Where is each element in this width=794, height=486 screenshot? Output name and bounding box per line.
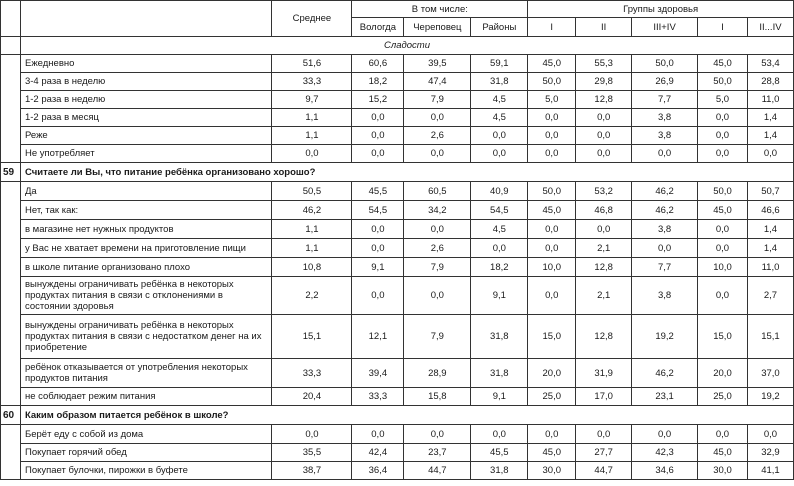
row-label: 1-2 раза в месяц [20, 109, 272, 127]
header-group-1: I [528, 18, 576, 37]
row-value: 45,5 [471, 444, 528, 462]
question-num-span-cell [1, 425, 21, 480]
header-including: В том числе: [352, 1, 528, 18]
row-value: 44,7 [404, 462, 471, 480]
row-value: 44,7 [576, 462, 632, 480]
row-value: 20,4 [272, 388, 352, 406]
row-value: 28,9 [404, 359, 471, 388]
row-label: Покупает горячий обед [20, 444, 272, 462]
row-value: 0,0 [698, 239, 748, 258]
row-value: 20,0 [698, 359, 748, 388]
row-value: 55,3 [576, 55, 632, 73]
row-value: 0,0 [352, 277, 404, 315]
row-value: 18,2 [471, 258, 528, 277]
row-value: 0,0 [404, 425, 471, 444]
row-value: 17,0 [576, 388, 632, 406]
row-value: 0,0 [528, 239, 576, 258]
row-value: 20,0 [528, 359, 576, 388]
row-value: 34,6 [632, 462, 698, 480]
row-value: 0,0 [528, 109, 576, 127]
row-label: вынуждены ограничивать ребёнка в некоторых продуктах питания в связи с отклонениями в состоянии здоровья [20, 277, 272, 315]
row-value: 15,1 [747, 315, 793, 359]
row-value: 26,9 [632, 73, 698, 91]
row-value: 23,1 [632, 388, 698, 406]
row-value: 46,2 [632, 182, 698, 201]
row-value: 42,4 [352, 444, 404, 462]
table-row [1, 388, 794, 406]
subsection-num-cell [1, 37, 21, 55]
row-value: 3,8 [632, 220, 698, 239]
header-corner-label [20, 1, 272, 37]
question-row [1, 163, 794, 182]
row-value: 37,0 [747, 359, 793, 388]
row-value: 4,5 [471, 91, 528, 109]
header-health-groups: Группы здоровья [528, 1, 794, 18]
table-row [1, 201, 794, 220]
row-value: 7,9 [404, 315, 471, 359]
row-value: 50,0 [698, 73, 748, 91]
row-label: Не употребляет [20, 145, 272, 163]
row-value: 45,0 [528, 444, 576, 462]
row-value: 25,0 [528, 388, 576, 406]
row-value: 0,0 [404, 109, 471, 127]
row-value: 7,9 [404, 91, 471, 109]
row-value: 45,0 [528, 201, 576, 220]
row-value: 0,0 [471, 425, 528, 444]
row-value: 41,1 [747, 462, 793, 480]
row-value: 0,0 [272, 425, 352, 444]
row-value: 1,1 [272, 220, 352, 239]
row-value: 0,0 [352, 425, 404, 444]
row-value: 1,1 [272, 127, 352, 145]
row-value: 2,1 [576, 239, 632, 258]
row-value: 0,0 [632, 145, 698, 163]
row-value: 0,0 [576, 425, 632, 444]
row-value: 50,0 [528, 182, 576, 201]
row-value: 46,6 [747, 201, 793, 220]
row-value: 1,4 [747, 127, 793, 145]
row-value: 3,8 [632, 127, 698, 145]
row-value: 10,0 [528, 258, 576, 277]
row-value: 60,5 [404, 182, 471, 201]
row-value: 45,0 [698, 444, 748, 462]
row-value: 0,0 [352, 109, 404, 127]
row-value: 0,0 [528, 145, 576, 163]
row-value: 1,1 [272, 109, 352, 127]
row-value: 31,9 [576, 359, 632, 388]
question-number: 59 [1, 163, 21, 182]
row-value: 0,0 [576, 109, 632, 127]
table-row [1, 145, 794, 163]
header-city-cherepovets: Череповец [404, 18, 471, 37]
table-row [1, 109, 794, 127]
row-value: 46,2 [632, 359, 698, 388]
question-text: Каким образом питается ребёнок в школе? [20, 406, 793, 425]
row-value: 11,0 [747, 91, 793, 109]
question-row [1, 406, 794, 425]
row-value: 0,0 [352, 239, 404, 258]
row-value: 1,1 [272, 239, 352, 258]
row-value: 18,2 [352, 73, 404, 91]
row-label: в школе питание организовано плохо [20, 258, 272, 277]
row-value: 0,0 [404, 220, 471, 239]
question-num-span-cell [1, 182, 21, 406]
row-value: 3,8 [632, 109, 698, 127]
row-value: 1,4 [747, 109, 793, 127]
header-group-2-4: II...IV [747, 18, 793, 37]
row-value: 0,0 [352, 145, 404, 163]
row-value: 45,5 [352, 182, 404, 201]
row-value: 0,0 [747, 425, 793, 444]
table-row [1, 462, 794, 480]
row-value: 50,7 [747, 182, 793, 201]
row-value: 2,6 [404, 127, 471, 145]
row-value: 2,1 [576, 277, 632, 315]
row-value: 0,0 [698, 220, 748, 239]
row-label: 3-4 раза в неделю [20, 73, 272, 91]
row-value: 0,0 [528, 127, 576, 145]
row-value: 31,8 [471, 462, 528, 480]
row-value: 33,3 [352, 388, 404, 406]
row-value: 5,0 [698, 91, 748, 109]
row-label: Нет, так как: [20, 201, 272, 220]
row-value: 40,9 [471, 182, 528, 201]
row-value: 31,8 [471, 73, 528, 91]
row-value: 15,8 [404, 388, 471, 406]
row-value: 15,2 [352, 91, 404, 109]
row-value: 46,2 [272, 201, 352, 220]
row-value: 0,0 [632, 239, 698, 258]
row-value: 0,0 [471, 127, 528, 145]
row-value: 0,0 [528, 277, 576, 315]
row-label: Да [20, 182, 272, 201]
row-value: 12,1 [352, 315, 404, 359]
row-value: 0,0 [698, 109, 748, 127]
row-value: 0,0 [576, 220, 632, 239]
row-value: 36,4 [352, 462, 404, 480]
row-value: 5,0 [528, 91, 576, 109]
header-city-districts: Районы [471, 18, 528, 37]
row-value: 53,4 [747, 55, 793, 73]
row-value: 45,0 [528, 55, 576, 73]
row-value: 19,2 [747, 388, 793, 406]
row-value: 45,0 [698, 55, 748, 73]
row-value: 0,0 [632, 425, 698, 444]
row-value: 42,3 [632, 444, 698, 462]
header-group-1b: I [698, 18, 748, 37]
row-value: 0,0 [528, 220, 576, 239]
row-value: 32,9 [747, 444, 793, 462]
row-value: 30,0 [698, 462, 748, 480]
table-row [1, 91, 794, 109]
row-value: 45,0 [698, 201, 748, 220]
row-value: 0,0 [404, 145, 471, 163]
row-label: вынуждены ограничивать ребёнка в некоторых продуктах питания в связи с недостатком денег на их приобретение [20, 315, 272, 359]
row-value: 15,1 [272, 315, 352, 359]
table-row [1, 55, 794, 73]
row-value: 15,0 [528, 315, 576, 359]
table-row [1, 239, 794, 258]
table-row [1, 127, 794, 145]
table-row [1, 220, 794, 239]
row-value: 2,2 [272, 277, 352, 315]
row-value: 0,0 [528, 425, 576, 444]
row-value: 31,8 [471, 359, 528, 388]
row-value: 2,7 [747, 277, 793, 315]
row-label: ребёнок отказывается от употребления некоторых продуктов питания [20, 359, 272, 388]
row-value: 0,0 [471, 239, 528, 258]
row-value: 12,8 [576, 258, 632, 277]
table-row [1, 277, 794, 315]
row-label: 1-2 раза в неделю [20, 91, 272, 109]
question-text: Считаете ли Вы, что питание ребёнка организовано хорошо? [20, 163, 793, 182]
row-value: 12,8 [576, 91, 632, 109]
row-value: 54,5 [352, 201, 404, 220]
table-body [1, 1, 794, 480]
row-value: 3,8 [632, 277, 698, 315]
row-value: 12,8 [576, 315, 632, 359]
header-row-1 [1, 1, 794, 18]
row-value: 29,8 [576, 73, 632, 91]
table-row [1, 425, 794, 444]
row-value: 11,0 [747, 258, 793, 277]
row-value: 10,0 [698, 258, 748, 277]
row-value: 30,0 [528, 462, 576, 480]
row-value: 9,7 [272, 91, 352, 109]
row-value: 7,9 [404, 258, 471, 277]
table-row [1, 444, 794, 462]
row-value: 38,7 [272, 462, 352, 480]
table-row [1, 315, 794, 359]
row-value: 0,0 [352, 220, 404, 239]
row-value: 34,2 [404, 201, 471, 220]
table-row [1, 73, 794, 91]
row-value: 46,8 [576, 201, 632, 220]
header-group-3-4: III+IV [632, 18, 698, 37]
row-value: 4,5 [471, 220, 528, 239]
row-value: 25,0 [698, 388, 748, 406]
row-value: 0,0 [698, 277, 748, 315]
row-value: 54,5 [471, 201, 528, 220]
row-value: 46,2 [632, 201, 698, 220]
row-value: 39,5 [404, 55, 471, 73]
row-value: 0,0 [272, 145, 352, 163]
row-value: 0,0 [471, 145, 528, 163]
header-group-2: II [576, 18, 632, 37]
subsection-row [1, 37, 794, 55]
row-value: 60,6 [352, 55, 404, 73]
row-value: 35,5 [272, 444, 352, 462]
row-value: 0,0 [698, 145, 748, 163]
row-value: 51,6 [272, 55, 352, 73]
row-value: 2,6 [404, 239, 471, 258]
header-city-vologda: Вологда [352, 18, 404, 37]
row-label: Берёт еду с собой из дома [20, 425, 272, 444]
row-value: 50,0 [632, 55, 698, 73]
row-value: 15,0 [698, 315, 748, 359]
row-value: 10,8 [272, 258, 352, 277]
row-value: 28,8 [747, 73, 793, 91]
row-value: 39,4 [352, 359, 404, 388]
section-num-cell [1, 55, 21, 163]
row-value: 0,0 [576, 145, 632, 163]
row-value: 31,8 [471, 315, 528, 359]
row-value: 50,0 [528, 73, 576, 91]
row-label: Ежедневно [20, 55, 272, 73]
row-value: 1,4 [747, 239, 793, 258]
row-value: 7,7 [632, 91, 698, 109]
row-value: 9,1 [352, 258, 404, 277]
header-average: Среднее [272, 1, 352, 37]
row-value: 9,1 [471, 388, 528, 406]
table-row [1, 258, 794, 277]
row-value: 59,1 [471, 55, 528, 73]
row-label: Покупает булочки, пирожки в буфете [20, 462, 272, 480]
row-value: 0,0 [404, 277, 471, 315]
question-number: 60 [1, 406, 21, 425]
row-value: 27,7 [576, 444, 632, 462]
row-value: 23,7 [404, 444, 471, 462]
row-value: 50,0 [698, 182, 748, 201]
row-label: не соблюдает режим питания [20, 388, 272, 406]
table-row [1, 182, 794, 201]
header-corner-num [1, 1, 21, 37]
row-value: 47,4 [404, 73, 471, 91]
row-label: в магазине нет нужных продуктов [20, 220, 272, 239]
row-value: 50,5 [272, 182, 352, 201]
row-value: 33,3 [272, 73, 352, 91]
row-value: 53,2 [576, 182, 632, 201]
row-value: 1,4 [747, 220, 793, 239]
row-value: 0,0 [698, 127, 748, 145]
subsection-title: Сладости [20, 37, 793, 55]
row-value: 0,0 [698, 425, 748, 444]
row-value: 0,0 [576, 127, 632, 145]
row-label: Реже [20, 127, 272, 145]
row-value: 33,3 [272, 359, 352, 388]
row-value: 7,7 [632, 258, 698, 277]
row-value: 9,1 [471, 277, 528, 315]
row-value: 0,0 [747, 145, 793, 163]
row-value: 4,5 [471, 109, 528, 127]
row-value: 19,2 [632, 315, 698, 359]
row-value: 0,0 [352, 127, 404, 145]
table-row [1, 359, 794, 388]
row-label: у Вас не хватает времени на приготовление пищи [20, 239, 272, 258]
